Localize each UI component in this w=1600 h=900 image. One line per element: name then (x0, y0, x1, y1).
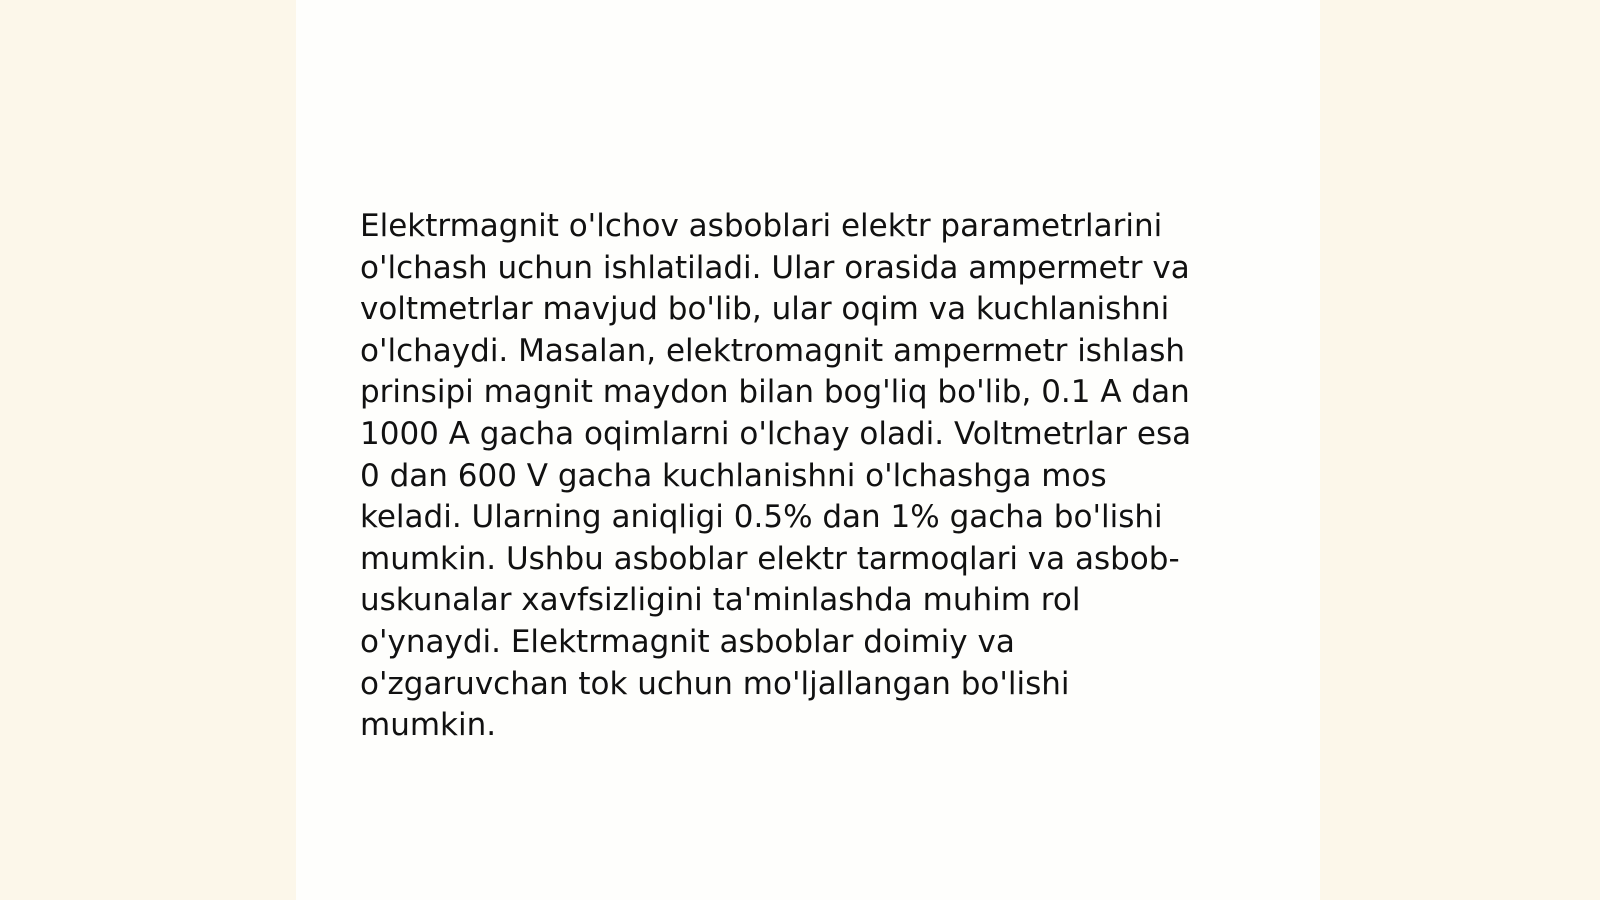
document-page (296, 0, 1320, 900)
body-paragraph: Elektrmagnit o'lchov asboblari elektr parametrlarini o'lchash uchun ishlatiladi. Ular orasida ampermetr va voltmetrlar mavjud bo'lib, ular oqim va kuchlanishni o'lchaydi. Masalan, elektromagnit ampermetr ishlash prinsipi magnit maydon bilan bog'liq bo'lib, 0.1 A dan 1000 A gacha oqimlarni o'lchay oladi. Voltmetrlar esa 0 dan 600 V gacha kuchlanishni o'lchashga mos keladi. Ularning aniqligi 0.5% dan 1% gacha bo'lishi mumkin. Ushbu asboblar elektr tarmoqlari va asbob- uskunalar xavfsizligini ta'minlashda muhim rol o'ynaydi. Elektrmagnit asboblar doimiy va o'zgaruvchan tok uchun mo'ljallangan bo'lishi mumkin. (360, 208, 1192, 744)
